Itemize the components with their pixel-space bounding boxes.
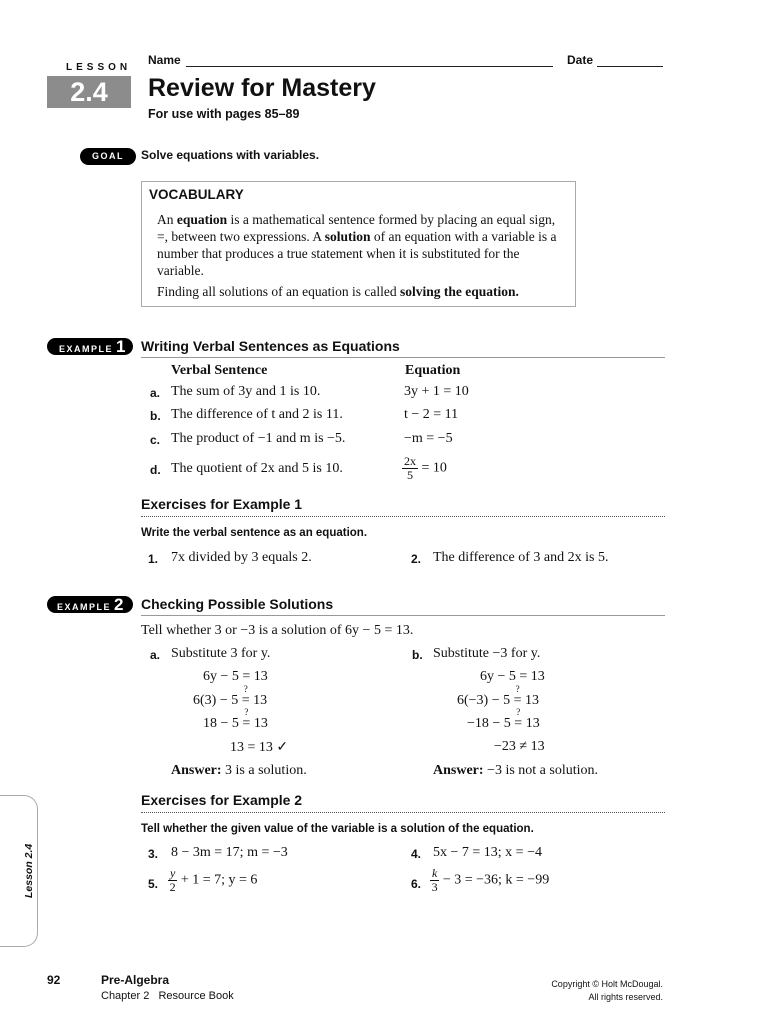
rights: All rights reserved. <box>588 992 663 1002</box>
ex1-row-label: c. <box>150 433 161 447</box>
date-line <box>597 66 663 67</box>
date-label: Date <box>567 53 594 67</box>
example2-intro: Tell whether 3 or −3 is a solution of 6y − 5 = 13. <box>141 623 414 638</box>
ex1-row-sentence: The sum of 3y and 1 is 10. <box>171 384 321 399</box>
exercise-number: 5. <box>148 877 159 891</box>
exercise-number: 6. <box>411 877 422 891</box>
ex1-row-label: d. <box>150 463 161 477</box>
part-a-step: 6y − 5 = 13 <box>203 669 268 684</box>
ex1-row-label: a. <box>150 386 161 400</box>
lesson-number: 2.4 <box>47 76 131 108</box>
col-verbal-sentence: Verbal Sentence <box>171 363 268 378</box>
exercises1-divider <box>141 516 665 517</box>
exercise-text: $\frac{y}{2}$ + 1 = 7; y = 6 <box>169 866 258 894</box>
chapter-info: Chapter 2 Resource Book <box>101 990 234 1002</box>
exercise-text: 5x − 7 = 13; x = −4 <box>433 845 542 860</box>
vocabulary-solving: Finding all solutions of an equation is called solving the equation. <box>157 284 519 299</box>
ex1-row-equation: 3y + 1 = 10 <box>404 384 469 399</box>
part-b-text: Substitute −3 for y. <box>433 646 541 661</box>
part-a-step: 18 − 5 = ? 13 <box>203 707 268 731</box>
example1-badge: EXAMPLE 1 <box>47 338 133 355</box>
page-title: Review for Mastery <box>148 74 376 102</box>
page-number: 92 <box>47 973 61 987</box>
example2-badge: EXAMPLE 2 <box>47 596 133 613</box>
ex1-row-equation: t − 2 = 11 <box>404 407 459 422</box>
page-subtitle: For use with pages 85–89 <box>148 107 300 121</box>
exercise-text: The difference of 3 and 2x is 5. <box>433 550 609 565</box>
vocabulary-heading: VOCABULARY <box>149 187 244 202</box>
exercise-number: 4. <box>411 847 422 861</box>
part-a-label: a. <box>150 648 161 662</box>
goal-text: Solve equations with variables. <box>141 148 320 162</box>
name-label: Name <box>148 53 181 67</box>
exercise-number: 2. <box>411 552 422 566</box>
example2-title: Checking Possible Solutions <box>141 596 334 612</box>
ex1-row-sentence: The difference of t and 2 is 11. <box>171 407 343 422</box>
exercise-number: 1. <box>148 552 159 566</box>
part-b-step: 6(−3) − 5 = ? 13 <box>457 684 540 708</box>
part-a-step: 6(3) − 5 = ? 13 <box>193 684 268 708</box>
part-a-step: 13 = 13 ✓ <box>230 740 289 755</box>
fraction: $\frac{2x}{5}$ <box>404 454 416 482</box>
fraction: $\frac{k}{3}$ <box>431 866 438 894</box>
exercise-number: 3. <box>148 847 159 861</box>
vocabulary-definition: An equation is a mathematical sentence formed by placing an equal sign, =, between two expressions. A solution of an equation with a variable is a number that produces a true statement when it is substituted for the variable. <box>157 212 557 278</box>
col-equation: Equation <box>405 363 461 378</box>
part-b-label: b. <box>412 648 423 662</box>
lesson-label: LESSON <box>66 62 132 73</box>
ex1-row-sentence: The quotient of 2x and 5 is 10. <box>171 461 343 476</box>
part-b-step: −23 ≠ 13 <box>494 739 545 754</box>
fraction: $\frac{y}{2}$ <box>169 866 176 894</box>
exercises2-instruction: Tell whether the given value of the variable is a solution of the equation. <box>141 823 534 835</box>
exercises2-heading: Exercises for Example 2 <box>141 792 303 808</box>
ex1-row-sentence: The product of −1 and m is −5. <box>171 431 346 446</box>
exercises1-instruction: Write the verbal sentence as an equation. <box>141 527 368 539</box>
exercises1-heading: Exercises for Example 1 <box>141 496 303 512</box>
part-b-step: −18 − 5 = ? 13 <box>467 707 540 731</box>
copyright: Copyright © Holt McDougal. <box>551 979 663 989</box>
exercises2-divider <box>141 812 665 813</box>
example1-title: Writing Verbal Sentences as Equations <box>141 338 400 354</box>
exercise-text: 8 − 3m = 17; m = −3 <box>171 845 288 860</box>
part-b-step: 6y − 5 = 13 <box>480 669 545 684</box>
book-title: Pre-Algebra <box>101 973 170 987</box>
part-a-answer: Answer: 3 is a solution. <box>171 763 307 778</box>
exercise-text: 7x divided by 3 equals 2. <box>171 550 312 565</box>
name-line <box>186 66 553 67</box>
vocabulary-box <box>141 181 576 307</box>
exercise-text: $\frac{k}{3}$ − 3 = −36; k = −99 <box>431 866 550 894</box>
ex1-row-equation: $\frac{2x}{5}$ = 10 <box>404 454 447 482</box>
part-b-answer: Answer: −3 is not a solution. <box>433 763 599 778</box>
side-tab-label: Lesson 2.4 <box>23 843 35 898</box>
example1-rule <box>141 357 665 358</box>
ex1-row-label: b. <box>150 409 161 423</box>
example2-rule <box>141 615 665 616</box>
ex1-row-equation: −m = −5 <box>404 431 453 446</box>
goal-badge: GOAL <box>80 148 136 165</box>
part-a-text: Substitute 3 for y. <box>171 646 271 661</box>
